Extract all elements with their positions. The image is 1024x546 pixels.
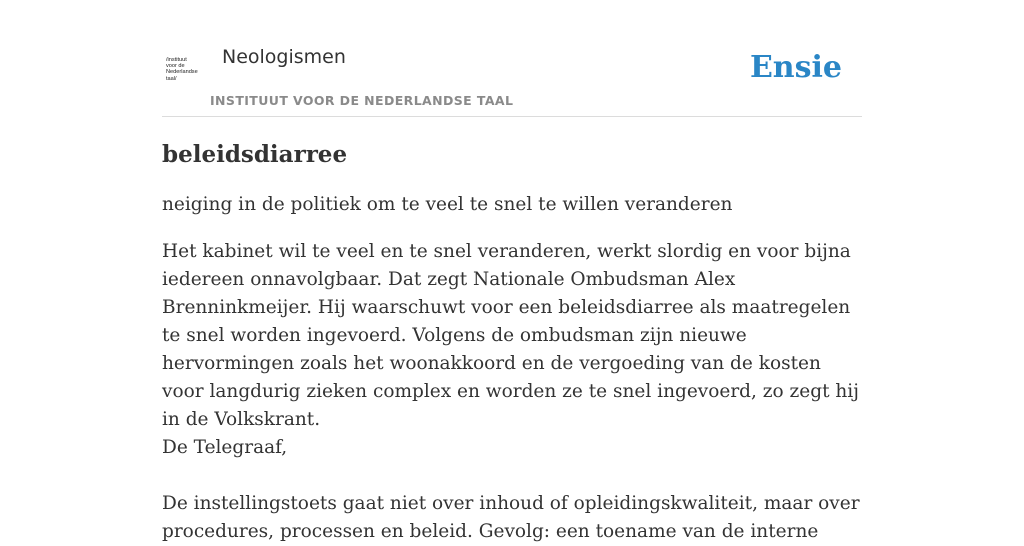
ensie-logo[interactable]: Ensie	[749, 50, 842, 85]
quote-separator	[162, 462, 862, 490]
entry-term: beleidsdiarree	[162, 141, 348, 168]
entry-quotes	[162, 238, 862, 546]
quote-source: De Telegraaf,	[162, 437, 288, 458]
entry-definition: neiging in de politiek om te veel te snel te willen veranderen	[162, 194, 733, 215]
site-title[interactable]: Neologismen	[222, 46, 346, 68]
header	[162, 0, 862, 117]
ivdnt-logo[interactable]: /instituut voor de Nederlandse taal/	[166, 57, 198, 82]
quote-text: De instellingstoets gaat niet over inhoud of opleidingskwaliteit, maar over procedures, processen en beleid. Gevolg: een toename van de interne	[162, 493, 860, 542]
quote-text: Het kabinet wil te veel en te snel veranderen, werkt slordig en voor bijna iedereen onnavolgbaar. Dat zegt Nationale Ombudsman Alex Brenninkmeijer. Hij waarschuwt voor een beleidsdiarree als maatregelen te snel worden ingevoerd. Volgens de ombudsman zijn nieuwe hervormingen zoals het woonakkoord en de vergoeding van de kosten voor langdurig zieken complex en worden ze te snel ingevoerd, zo zegt hij in de Volkskrant.	[162, 241, 859, 430]
site-subtitle: INSTITUUT VOOR DE NEDERLANDSE TAAL	[210, 93, 514, 108]
entry-content	[162, 140, 862, 546]
